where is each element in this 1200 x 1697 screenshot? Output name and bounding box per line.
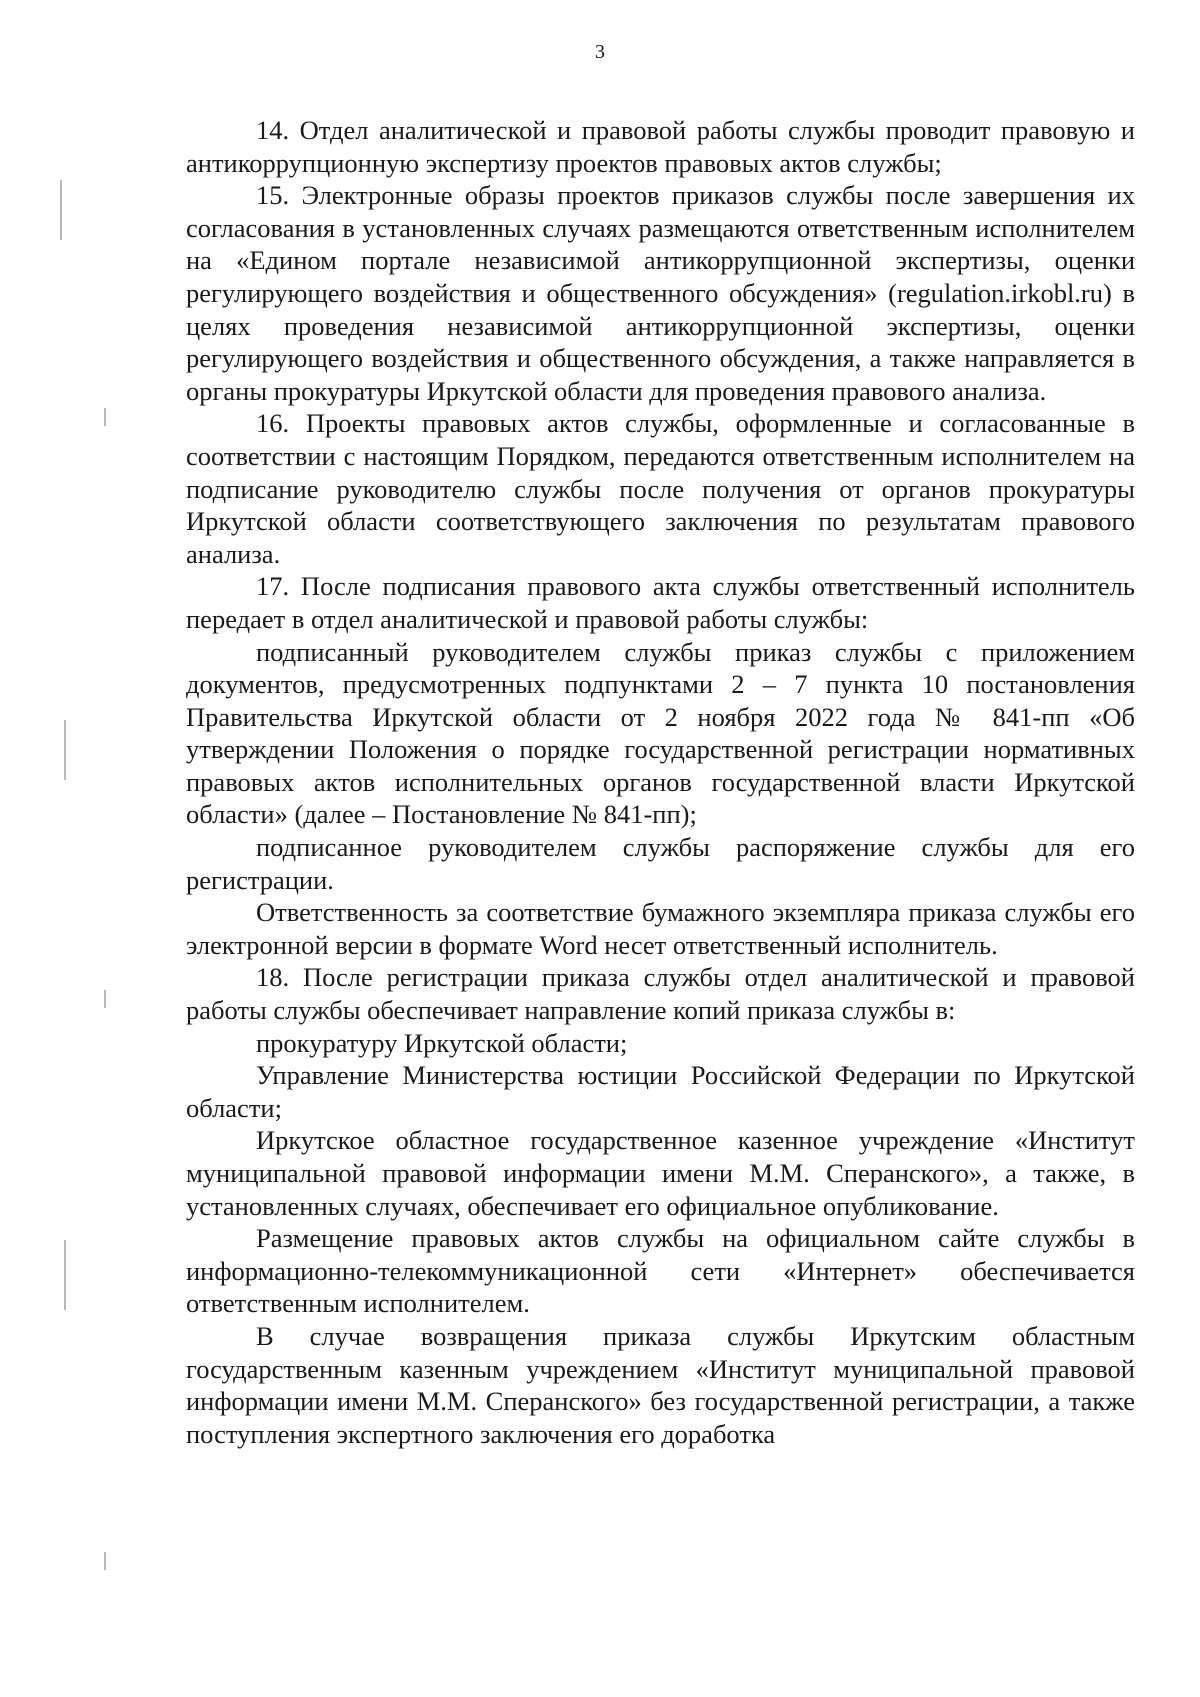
scan-artifact bbox=[60, 180, 62, 240]
paragraph-website: Размещение правовых актов службы на официальном сайте службы в информационно-телекоммуникационной сети «Интернет» обеспечивается ответственным исполнителем. bbox=[186, 1223, 1135, 1319]
paragraph-14: 14. Отдел аналитической и правовой работы службы проводит правовую и антикоррупционную экспертизу проектов правовых актов службы; bbox=[186, 115, 1135, 178]
paragraph-return: В случае возвращения приказа службы Иркутским областным государственным казенным учреждением «Институт муниципальной правовой информации имени М.М. Сперанского» без государственной регистрации, а также поступления экспертного заключения его доработка bbox=[186, 1320, 1135, 1449]
page-number: 3 bbox=[595, 41, 605, 63]
paragraph-16: 16. Проекты правовых актов службы, оформленные и согласованные в соответствии с настоящим Порядком, передаются ответственным исполнителем на подписание руководителю службы после получения от органов прокуратуры Иркутской области соответствующего заключения по результатам правового анализа. bbox=[186, 408, 1135, 569]
paragraph-18-item-institute: Иркутское областное государственное казенное учреждение «Институт муниципальной правовой информации имени М.М. Сперанского», а также, в установленных случаях, обеспечивает его официальное опубликование. bbox=[186, 1125, 1135, 1221]
paragraph-17-item-order: подписанный руководителем службы приказ службы с приложением документов, предусмотренных подпунктами 2 – 7 пункта 10 постановления Правительства Иркутской области от 2 ноября 2022 года № 841-пп «Об утверждении Положения о порядке государственной регистрации нормативных правовых актов исполнительных органов государственной власти Иркутской области» (далее – Постановление № 841-пп); bbox=[186, 636, 1135, 830]
paragraph-17-item-decree: подписанное руководителем службы распоряжение службы для его регистрации. bbox=[186, 832, 1135, 895]
paragraph-responsibility: Ответственность за соответствие бумажного экземпляра приказа службы его электронной версии в формате Word несет ответственный исполнитель. bbox=[186, 897, 1135, 960]
scan-artifact bbox=[64, 1240, 66, 1310]
scan-artifact bbox=[104, 1552, 106, 1570]
scan-artifact bbox=[64, 720, 66, 780]
scan-artifact bbox=[104, 408, 106, 426]
scan-artifact bbox=[104, 990, 106, 1008]
paragraph-18-item-justice: Управление Министерства юстиции Российской Федерации по Иркутской области; bbox=[186, 1060, 1135, 1123]
paragraph-18-item-prosecutor: прокуратуру Иркутской области; bbox=[256, 1027, 628, 1058]
paragraph-17: 17. После подписания правового акта службы ответственный исполнитель передает в отдел аналитической и правовой работы службы: bbox=[186, 571, 1135, 634]
paragraph-18: 18. После регистрации приказа службы отдел аналитической и правовой работы службы обеспечивает направление копий приказа службы в: bbox=[186, 962, 1135, 1026]
paragraph-15: 15. Электронные образы проектов приказов службы после завершения их согласования в установленных случаях размещаются ответственным исполнителем на «Едином портале независимой антикоррупционной экспертизы, оценки регулирующего воздействия и общественного обсуждения» (regulation.irkobl.ru) в целях проведения независимой антикоррупционной экспертизы, оценки регулирующего воздействия и общественного обсуждения, а также направляется в органы прокуратуры Иркутской области для проведения правового анализа. bbox=[186, 180, 1135, 406]
document-body bbox=[186, 114, 1135, 1450]
